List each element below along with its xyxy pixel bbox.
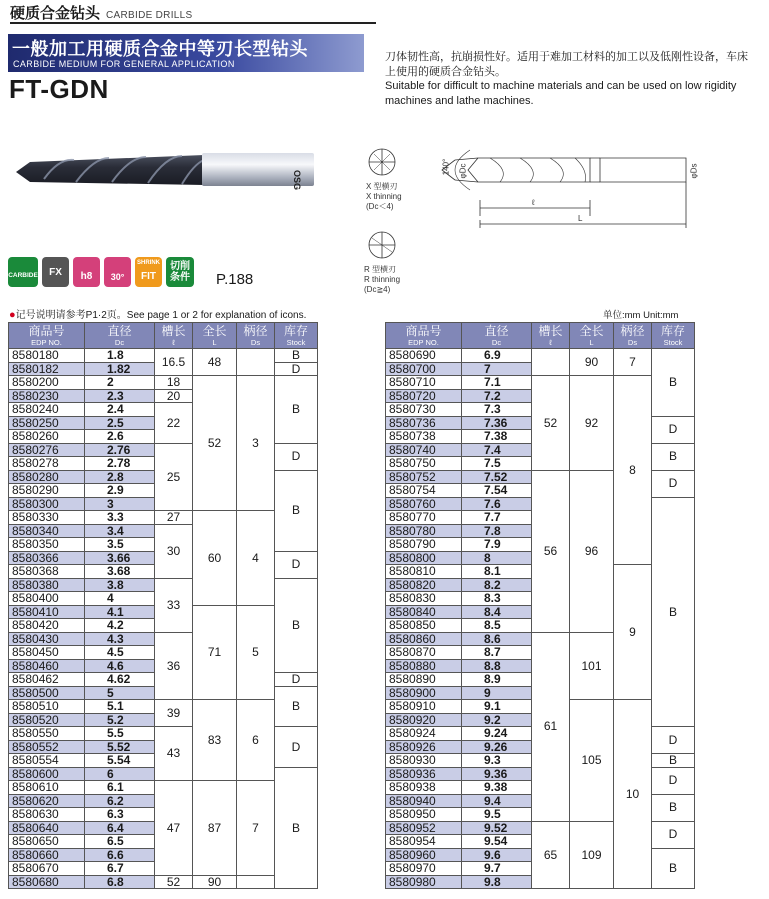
table-row xyxy=(9,700,318,714)
flute-cell: 25 xyxy=(155,443,193,511)
col-header-dc: 直径 Dc xyxy=(462,323,532,349)
stock-cell: B xyxy=(652,497,695,727)
edp-no: 8580960 xyxy=(386,848,462,862)
edp-no: 8580820 xyxy=(386,578,462,592)
edp-no: 8580924 xyxy=(386,727,462,741)
flute-cell: 16.5 xyxy=(155,349,193,376)
diameter: 8.6 xyxy=(462,632,532,646)
edp-no: 8580510 xyxy=(9,700,85,714)
helix-angle-icon: 30° xyxy=(104,257,131,287)
col-header-shank: 柄径 Ds xyxy=(614,323,652,349)
flute-cell: 20 xyxy=(155,389,193,403)
stock-cell: B xyxy=(652,754,695,768)
shank-cell: 7 xyxy=(614,349,652,376)
shank-cell xyxy=(237,875,275,889)
flute-cell: 36 xyxy=(155,632,193,700)
diameter: 3 xyxy=(85,497,155,511)
diameter: 3.8 xyxy=(85,578,155,592)
flute-cell: 27 xyxy=(155,511,193,525)
edp-no: 8580462 xyxy=(9,673,85,687)
diameter: 2.3 xyxy=(85,389,155,403)
ds-label: φDs xyxy=(689,163,699,179)
edp-no: 8580890 xyxy=(386,673,462,687)
edp-no: 8580450 xyxy=(9,646,85,660)
edp-no: 8580380 xyxy=(9,578,85,592)
diameter: 6.2 xyxy=(85,794,155,808)
diameter: 9.52 xyxy=(462,821,532,835)
angle-label: 140° xyxy=(441,158,451,176)
description-zh: 刀体韧性高，抗崩损性好。适用于难加工材料的加工以及低刚性设备，车床上使用的硬质合金钻头。 xyxy=(385,51,748,78)
diameter: 7.52 xyxy=(462,470,532,484)
col-header-edp: 商品号 EDP NO. xyxy=(386,323,462,349)
diameter: 9.3 xyxy=(462,754,532,768)
oal-cell: 105 xyxy=(570,700,614,822)
shank-cell: 3 xyxy=(237,376,275,511)
diameter: 7.8 xyxy=(462,524,532,538)
diameter: 5.2 xyxy=(85,713,155,727)
diameter: 2.4 xyxy=(85,403,155,417)
edp-no: 8580690 xyxy=(386,349,462,363)
diameter: 4.6 xyxy=(85,659,155,673)
diameter: 2.8 xyxy=(85,470,155,484)
carbide-icon: CARBIDE xyxy=(8,257,38,287)
table-row xyxy=(386,376,695,390)
oal-cell: 60 xyxy=(193,511,237,606)
edp-no: 8580368 xyxy=(9,565,85,579)
edp-no: 8580520 xyxy=(9,713,85,727)
edp-no: 8580870 xyxy=(386,646,462,660)
edp-no: 8580850 xyxy=(386,619,462,633)
stock-cell: B xyxy=(275,686,318,727)
edp-no: 8580940 xyxy=(386,794,462,808)
diameter: 7.1 xyxy=(462,376,532,390)
flute-cell: 52 xyxy=(155,875,193,889)
edp-no: 8580710 xyxy=(386,376,462,390)
diameter: 9.24 xyxy=(462,727,532,741)
diameter: 8.3 xyxy=(462,592,532,606)
x-thinning-zh: X 型横刃 xyxy=(366,182,398,191)
oal-cell: 96 xyxy=(570,470,614,632)
r-thinning-en: R thinning xyxy=(364,275,401,284)
dc-label: φDc xyxy=(458,163,468,179)
edp-no: 8580880 xyxy=(386,659,462,673)
edp-no: 8580830 xyxy=(386,592,462,606)
diameter: 8 xyxy=(462,551,532,565)
category-zh: 硬质合金钻头 xyxy=(10,4,101,22)
diameter: 1.82 xyxy=(85,362,155,376)
table-row xyxy=(9,781,318,795)
oal-cell: 90 xyxy=(193,875,237,889)
edp-no: 8580760 xyxy=(386,497,462,511)
diameter: 6.6 xyxy=(85,848,155,862)
diameter: 5.52 xyxy=(85,740,155,754)
edp-no: 8580260 xyxy=(9,430,85,444)
flute-cell: 65 xyxy=(532,821,570,889)
diameter: 4.62 xyxy=(85,673,155,687)
edp-no: 8580550 xyxy=(9,727,85,741)
stock-cell: B xyxy=(275,578,318,673)
diameter: 7.38 xyxy=(462,430,532,444)
shank-cell xyxy=(237,349,275,376)
stock-cell: D xyxy=(652,416,695,443)
edp-no: 8580954 xyxy=(386,835,462,849)
diameter: 7.9 xyxy=(462,538,532,552)
stock-cell: D xyxy=(652,821,695,848)
table-row xyxy=(9,875,318,889)
diameter: 9.8 xyxy=(462,875,532,889)
edp-no: 8580230 xyxy=(9,389,85,403)
diameter: 2.6 xyxy=(85,430,155,444)
diameter: 5.5 xyxy=(85,727,155,741)
diameter: 2.76 xyxy=(85,443,155,457)
spec-table-right xyxy=(385,322,695,889)
table-row xyxy=(9,511,318,525)
diameter: 9.2 xyxy=(462,713,532,727)
col-header-oal: 全长 L xyxy=(193,323,237,349)
r-thinning-label xyxy=(364,265,400,295)
diameter: 6.7 xyxy=(85,862,155,876)
flute-cell: 56 xyxy=(532,470,570,632)
table-row xyxy=(386,349,695,363)
diameter: 7.4 xyxy=(462,443,532,457)
stock-cell: D xyxy=(652,767,695,794)
overall-length-label: L xyxy=(578,214,583,223)
oal-cell: 83 xyxy=(193,700,237,781)
col-header-oal: 全长 L xyxy=(570,323,614,349)
dimension-svg xyxy=(360,140,760,300)
edp-no: 8580670 xyxy=(9,862,85,876)
diameter: 7.5 xyxy=(462,457,532,471)
stock-cell: D xyxy=(275,673,318,687)
diameter: 5.1 xyxy=(85,700,155,714)
edp-no: 8580182 xyxy=(9,362,85,376)
description xyxy=(385,50,757,108)
cutting-conditions-page[interactable]: P.188 xyxy=(216,271,254,288)
edp-no: 8580700 xyxy=(386,362,462,376)
table-row xyxy=(9,376,318,390)
edp-no: 8580250 xyxy=(9,416,85,430)
flute-cell: 43 xyxy=(155,727,193,781)
edp-no: 8580650 xyxy=(9,835,85,849)
header-rule xyxy=(10,22,376,24)
flute-cell xyxy=(532,349,570,376)
flute-cell: 52 xyxy=(532,376,570,471)
edp-no: 8580350 xyxy=(9,538,85,552)
stock-cell: B xyxy=(275,376,318,444)
edp-no: 8580290 xyxy=(9,484,85,498)
edp-no: 8580720 xyxy=(386,389,462,403)
edp-no: 8580620 xyxy=(9,794,85,808)
flute-cell: 33 xyxy=(155,578,193,632)
diameter: 7 xyxy=(462,362,532,376)
diameter: 9.36 xyxy=(462,767,532,781)
diameter: 8.8 xyxy=(462,659,532,673)
diameter: 7.2 xyxy=(462,389,532,403)
diameter: 9.38 xyxy=(462,781,532,795)
col-header-flute: 槽长 ℓ xyxy=(532,323,570,349)
diameter: 2.9 xyxy=(85,484,155,498)
stock-cell: B xyxy=(652,349,695,417)
edp-no: 8580740 xyxy=(386,443,462,457)
edp-no: 8580200 xyxy=(9,376,85,390)
edp-no: 8580500 xyxy=(9,686,85,700)
diameter: 6.8 xyxy=(85,875,155,889)
oal-cell: 52 xyxy=(193,376,237,511)
shank-cell: 9 xyxy=(614,565,652,700)
edp-no: 8580420 xyxy=(9,619,85,633)
edp-no: 8580810 xyxy=(386,565,462,579)
shank-cell: 7 xyxy=(237,781,275,876)
dimension-diagram xyxy=(360,140,760,300)
edp-no: 8580750 xyxy=(386,457,462,471)
diameter: 1.8 xyxy=(85,349,155,363)
diameter: 6 xyxy=(85,767,155,781)
diameter: 9.5 xyxy=(462,808,532,822)
edp-no: 8580610 xyxy=(9,781,85,795)
edp-no: 8580180 xyxy=(9,349,85,363)
edp-no: 8580780 xyxy=(386,524,462,538)
shank-cell: 5 xyxy=(237,605,275,700)
flute-length-label: ℓ xyxy=(532,198,535,207)
edp-no: 8580552 xyxy=(9,740,85,754)
fx-icon: FX xyxy=(42,257,69,287)
stock-cell: B xyxy=(275,349,318,363)
diameter: 8.9 xyxy=(462,673,532,687)
description-en: Suitable for difficult to machine materials and can be used on low rigidity machines and lathe machines. xyxy=(385,80,737,107)
diameter: 4.3 xyxy=(85,632,155,646)
icon-note: ●记号说明请参考P1·2页。See page 1 or 2 for explanation of icons. xyxy=(9,309,307,321)
col-header-stock: 库存 Stock xyxy=(652,323,695,349)
edp-no: 8580460 xyxy=(9,659,85,673)
diameter: 9.26 xyxy=(462,740,532,754)
edp-no: 8580926 xyxy=(386,740,462,754)
stock-cell: B xyxy=(652,848,695,889)
stock-cell: D xyxy=(652,470,695,497)
diameter: 6.9 xyxy=(462,349,532,363)
drill-image xyxy=(14,146,318,194)
edp-no: 8580738 xyxy=(386,430,462,444)
stock-cell: D xyxy=(275,362,318,376)
edp-no: 8580640 xyxy=(9,821,85,835)
edp-no: 8580910 xyxy=(386,700,462,714)
edp-no: 8580970 xyxy=(386,862,462,876)
table-row xyxy=(9,349,318,363)
diameter: 9.1 xyxy=(462,700,532,714)
edp-no: 8580800 xyxy=(386,551,462,565)
diameter: 6.5 xyxy=(85,835,155,849)
stock-cell: B xyxy=(652,794,695,821)
spec-table-left xyxy=(8,322,318,889)
stock-cell: D xyxy=(275,551,318,578)
shank-cell: 8 xyxy=(614,376,652,565)
edp-no: 8580840 xyxy=(386,605,462,619)
diameter: 3.3 xyxy=(85,511,155,525)
oal-cell: 101 xyxy=(570,632,614,700)
diameter: 8.2 xyxy=(462,578,532,592)
edp-no: 8580736 xyxy=(386,416,462,430)
diameter: 5 xyxy=(85,686,155,700)
stock-cell: B xyxy=(275,767,318,889)
diameter: 5.54 xyxy=(85,754,155,768)
edp-no: 8580754 xyxy=(386,484,462,498)
oal-cell: 87 xyxy=(193,781,237,876)
edp-no: 8580366 xyxy=(9,551,85,565)
oal-cell: 71 xyxy=(193,605,237,700)
shank-cell: 10 xyxy=(614,700,652,889)
edp-no: 8580280 xyxy=(9,470,85,484)
edp-no: 8580410 xyxy=(9,605,85,619)
flute-cell: 22 xyxy=(155,403,193,444)
category-title xyxy=(10,2,192,23)
category-en: CARBIDE DRILLS xyxy=(106,10,193,21)
diameter: 2 xyxy=(85,376,155,390)
title-banner xyxy=(8,34,364,72)
edp-no: 8580276 xyxy=(9,443,85,457)
diameter: 8.4 xyxy=(462,605,532,619)
cutting-conditions-icon: 切削 条件 xyxy=(166,257,194,287)
edp-no: 8580860 xyxy=(386,632,462,646)
diameter: 6.3 xyxy=(85,808,155,822)
diameter: 4.5 xyxy=(85,646,155,660)
diameter: 4 xyxy=(85,592,155,606)
stock-cell: B xyxy=(652,443,695,470)
oal-cell: 92 xyxy=(570,376,614,471)
col-header-edp: 商品号 EDP NO. xyxy=(9,323,85,349)
edp-no: 8580554 xyxy=(9,754,85,768)
diameter: 9.54 xyxy=(462,835,532,849)
title-en: CARBIDE MEDIUM FOR GENERAL APPLICATION xyxy=(13,59,235,69)
col-header-shank: 柄径 Ds xyxy=(237,323,275,349)
edp-no: 8580600 xyxy=(9,767,85,781)
edp-no: 8580936 xyxy=(386,767,462,781)
flute-cell: 39 xyxy=(155,700,193,727)
stock-cell: B xyxy=(275,470,318,551)
oal-cell: 109 xyxy=(570,821,614,889)
edp-no: 8580340 xyxy=(9,524,85,538)
edp-no: 8580930 xyxy=(386,754,462,768)
edp-no: 8580278 xyxy=(9,457,85,471)
col-header-stock: 库存 Stock xyxy=(275,323,318,349)
stock-cell: D xyxy=(652,727,695,754)
diameter: 8.1 xyxy=(462,565,532,579)
diameter: 7.7 xyxy=(462,511,532,525)
edp-no: 8580952 xyxy=(386,821,462,835)
diameter: 6.1 xyxy=(85,781,155,795)
flute-cell: 61 xyxy=(532,632,570,821)
r-thinning-zh: R 型横刃 xyxy=(364,265,396,274)
diameter: 7.6 xyxy=(462,497,532,511)
diameter: 8.7 xyxy=(462,646,532,660)
diameter: 6.4 xyxy=(85,821,155,835)
diameter: 9.7 xyxy=(462,862,532,876)
diameter: 3.5 xyxy=(85,538,155,552)
icon-note-text: 记号说明请参考P1·2页。See page 1 or 2 for explanation of icons. xyxy=(15,310,307,321)
edp-no: 8580920 xyxy=(386,713,462,727)
model-name: FT-GDN xyxy=(9,74,109,104)
x-thinning-en: X thinning xyxy=(366,192,402,201)
diameter: 8.5 xyxy=(462,619,532,633)
flute-cell: 18 xyxy=(155,376,193,390)
edp-no: 8580400 xyxy=(9,592,85,606)
edp-no: 8580770 xyxy=(386,511,462,525)
r-thinning-range: (Dc≧4) xyxy=(364,285,391,294)
diameter: 9 xyxy=(462,686,532,700)
edp-no: 8580950 xyxy=(386,808,462,822)
feature-icons xyxy=(8,257,194,293)
unit-label: 单位:mm Unit:mm xyxy=(603,310,679,321)
edp-no: 8580680 xyxy=(9,875,85,889)
oal-cell: 90 xyxy=(570,349,614,376)
diameter: 3.66 xyxy=(85,551,155,565)
x-thinning-range: (Dc＜4) xyxy=(366,202,394,211)
diameter: 4.2 xyxy=(85,619,155,633)
edp-no: 8580660 xyxy=(9,848,85,862)
flute-cell: 30 xyxy=(155,524,193,578)
shank-cell: 4 xyxy=(237,511,275,606)
edp-no: 8580630 xyxy=(9,808,85,822)
diameter: 7.3 xyxy=(462,403,532,417)
x-thinning-label xyxy=(366,182,402,212)
oal-cell: 48 xyxy=(193,349,237,376)
edp-no: 8580938 xyxy=(386,781,462,795)
edp-no: 8580330 xyxy=(9,511,85,525)
diameter: 2.78 xyxy=(85,457,155,471)
diameter: 2.5 xyxy=(85,416,155,430)
stock-cell: D xyxy=(275,443,318,470)
diameter: 7.36 xyxy=(462,416,532,430)
edp-no: 8580240 xyxy=(9,403,85,417)
diameter: 9.4 xyxy=(462,794,532,808)
col-header-flute: 槽长 ℓ xyxy=(155,323,193,349)
edp-no: 8580430 xyxy=(9,632,85,646)
shrink-fit-icon: SHRINK FIT xyxy=(135,257,162,287)
edp-no: 8580730 xyxy=(386,403,462,417)
col-header-dc: 直径 Dc xyxy=(85,323,155,349)
diameter: 7.54 xyxy=(462,484,532,498)
h8-icon: h8 xyxy=(73,257,100,287)
shank-mark: OSG xyxy=(292,170,302,191)
diameter: 9.6 xyxy=(462,848,532,862)
edp-no: 8580790 xyxy=(386,538,462,552)
edp-no: 8580980 xyxy=(386,875,462,889)
edp-no: 8580300 xyxy=(9,497,85,511)
diameter: 3.68 xyxy=(85,565,155,579)
diameter: 4.1 xyxy=(85,605,155,619)
edp-no: 8580752 xyxy=(386,470,462,484)
flute-cell: 47 xyxy=(155,781,193,876)
stock-cell: D xyxy=(275,727,318,768)
shank-cell: 6 xyxy=(237,700,275,781)
edp-no: 8580900 xyxy=(386,686,462,700)
diameter: 3.4 xyxy=(85,524,155,538)
title-zh: 一般加工用硬质合金中等刃长型钻头 xyxy=(12,39,308,60)
